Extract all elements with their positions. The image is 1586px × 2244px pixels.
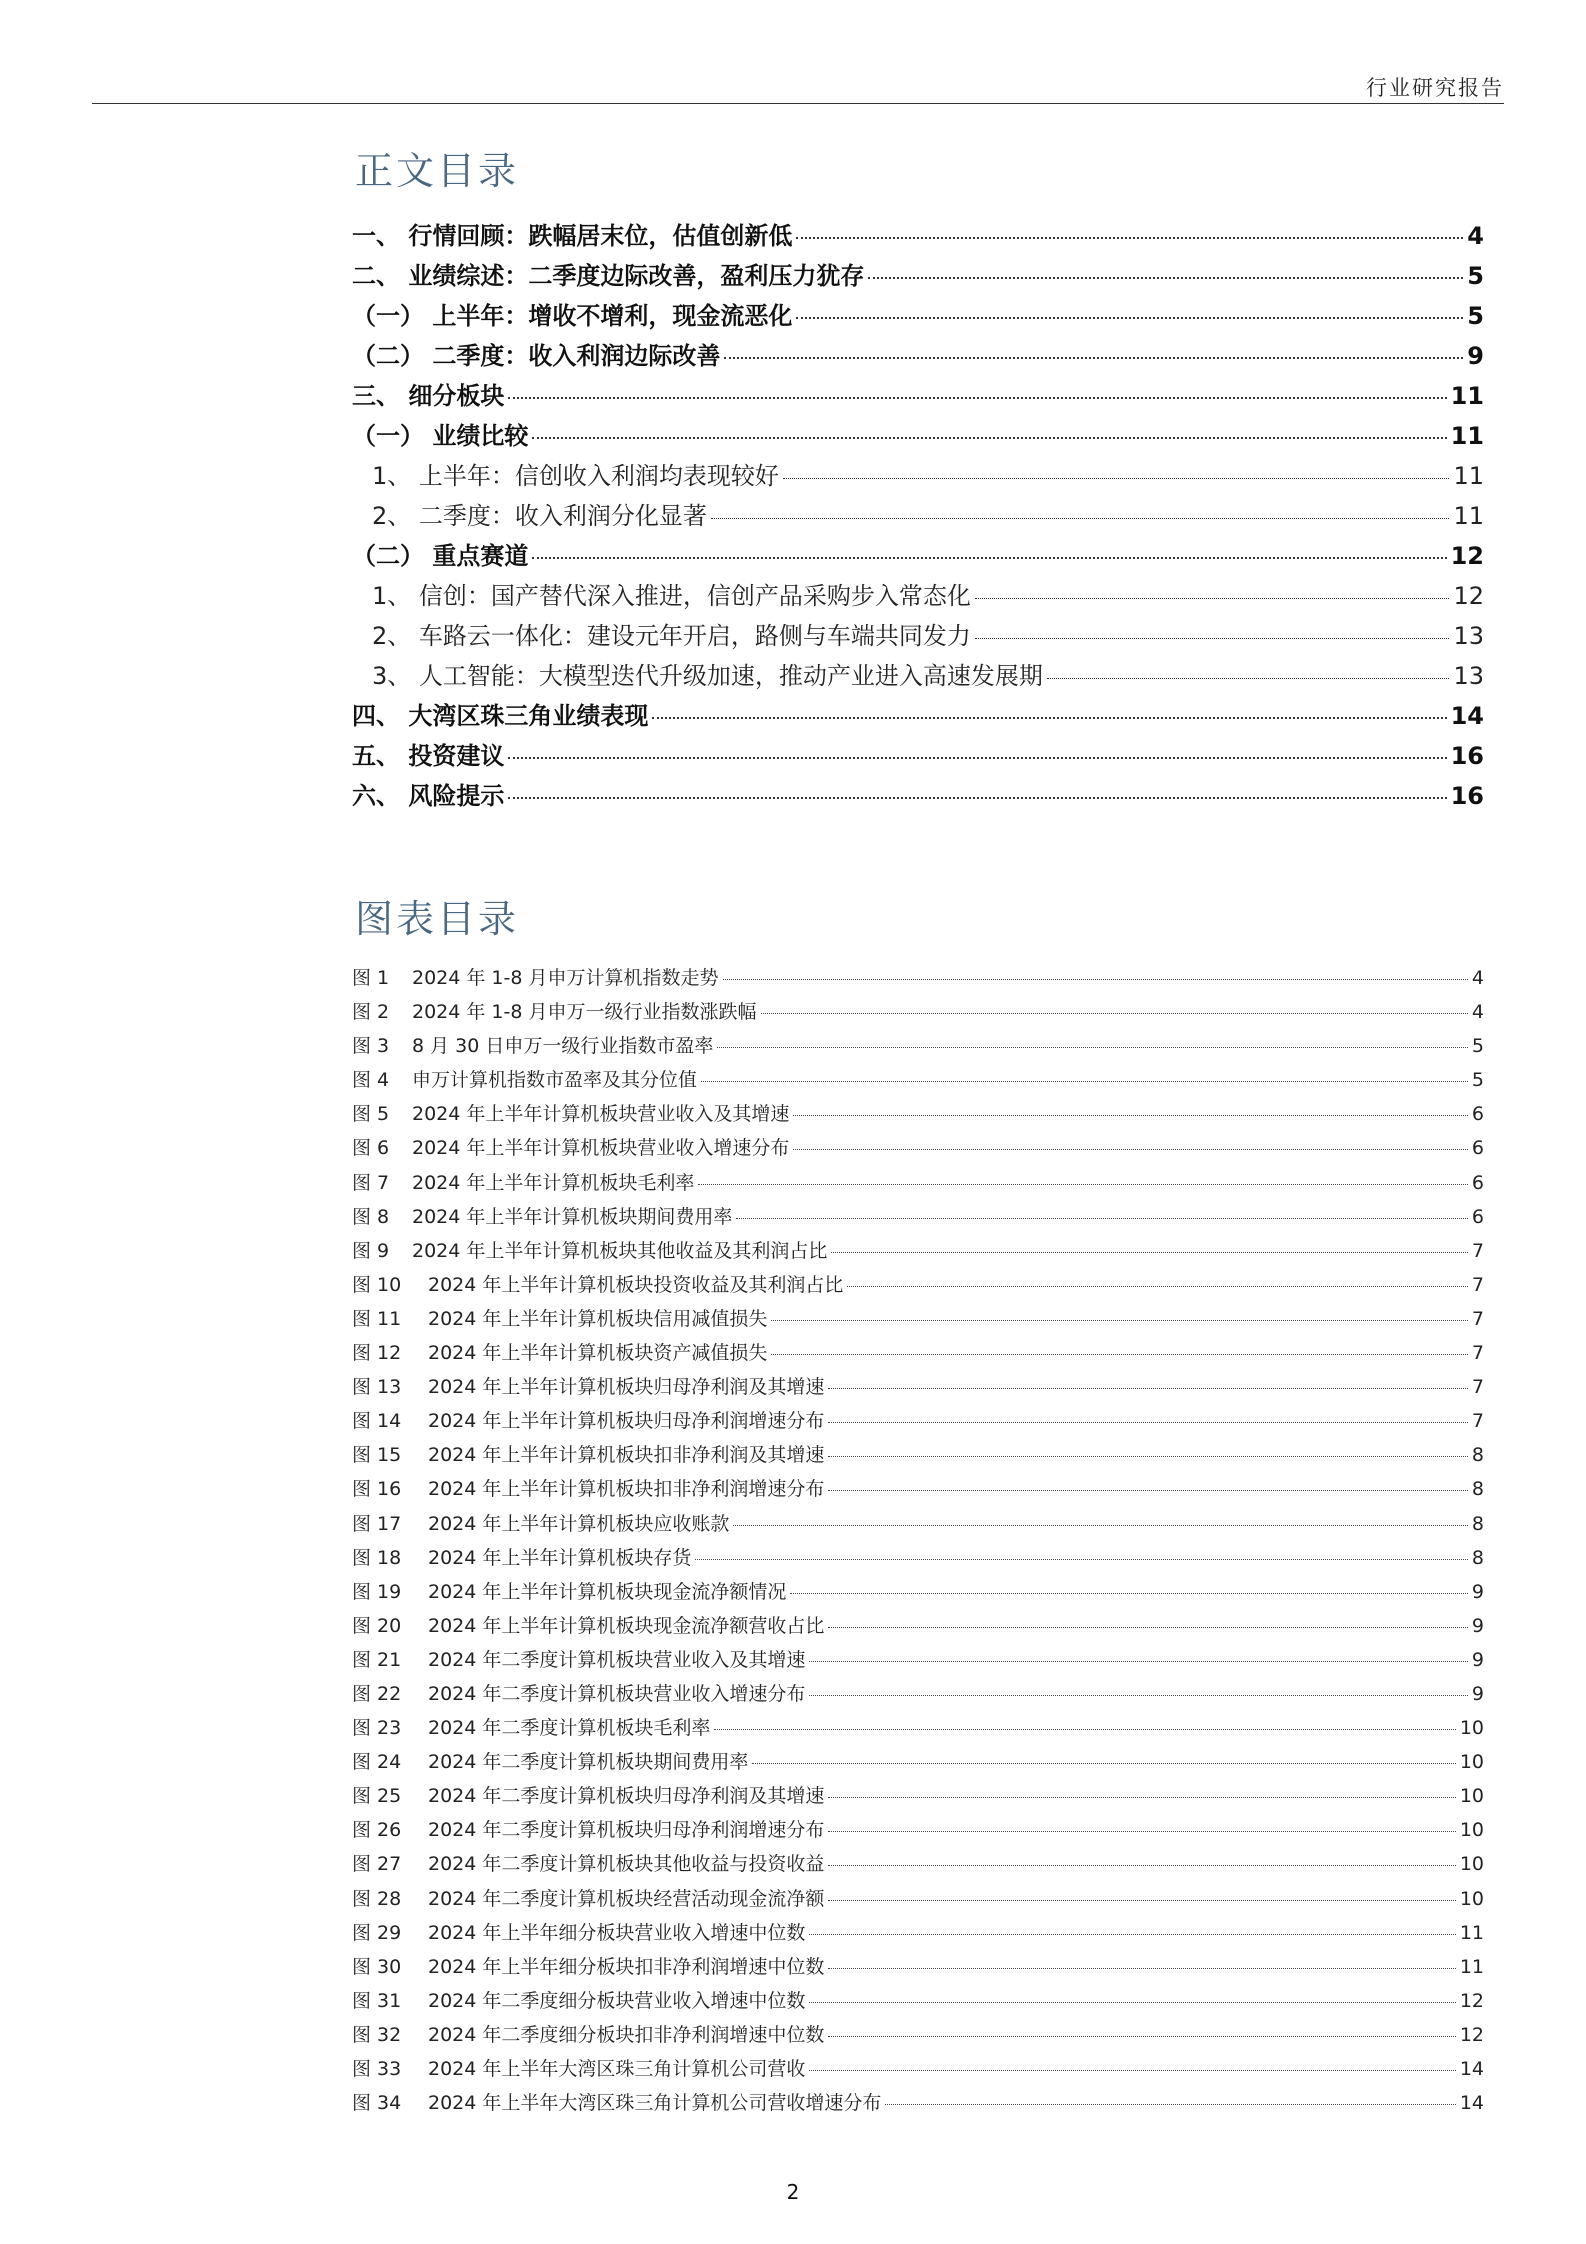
- toc-entry-label: [352, 1202, 732, 1229]
- figure-number: 图 22: [352, 1682, 402, 1705]
- toc-page-number: 6: [1471, 1205, 1484, 1228]
- toc-entry-label: 一、 行情回顾：跌幅居末位，估值创新低: [352, 222, 793, 250]
- figure-toc-entry[interactable]: [352, 1918, 1484, 1952]
- toc-page-number: 13: [1453, 622, 1484, 650]
- toc-page-number: 5: [1467, 262, 1484, 290]
- figure-caption: 2024 年二季度计算机板块经营活动现金流净额: [428, 1887, 825, 1910]
- figure-toc-title: 图表目录: [355, 897, 520, 941]
- dot-leader: [761, 1013, 1468, 1014]
- toc-page-number: 12: [1450, 542, 1484, 570]
- figure-number: 图 32: [352, 2023, 402, 2046]
- dot-leader: [695, 1559, 1468, 1560]
- figure-toc-entry[interactable]: [352, 1713, 1484, 1747]
- figure-caption: 2024 年上半年计算机板块现金流净额情况: [428, 1580, 787, 1603]
- toc-entry-label: 2、 二季度：收入利润分化显著: [372, 502, 707, 530]
- toc-entry-label: [352, 1236, 827, 1263]
- toc-page-number: 9: [1471, 1682, 1484, 1705]
- figure-toc-entry[interactable]: [352, 1986, 1484, 2020]
- toc-entry-label: [352, 1543, 691, 1570]
- figure-caption: 2024 年上半年计算机板块营业收入及其增速: [412, 1103, 790, 1126]
- toc-entry-label: 1、 信创：国产替代深入推进，信创产品采购步入常态化: [372, 582, 971, 610]
- dot-leader: [508, 397, 1446, 399]
- toc-entry[interactable]: [352, 696, 1484, 736]
- toc-entry-label: 五、 投资建议: [352, 742, 505, 770]
- figure-caption: 2024 年二季度细分板块营业收入增速中位数: [428, 1989, 806, 2012]
- figure-toc-entry[interactable]: [352, 1815, 1484, 1849]
- toc-entry-label: [352, 1338, 767, 1365]
- dot-leader: [809, 1695, 1468, 1696]
- figure-toc-entry[interactable]: [352, 1168, 1484, 1202]
- figure-toc-entry[interactable]: [352, 1509, 1484, 1543]
- toc-page-number: 9: [1471, 1648, 1484, 1671]
- figure-number: 图 14: [352, 1410, 402, 1433]
- toc-entry-label: [352, 1849, 824, 1876]
- figure-toc-entry[interactable]: [352, 1406, 1484, 1440]
- toc-entry[interactable]: [352, 736, 1484, 776]
- figure-number: 图 29: [352, 1921, 402, 1944]
- figure-toc-entry[interactable]: [352, 2020, 1484, 2054]
- figure-toc-entry[interactable]: [352, 1781, 1484, 1815]
- toc-page-number: 5: [1467, 302, 1484, 330]
- toc-page-number: 10: [1459, 1853, 1484, 1876]
- dot-leader: [828, 1388, 1468, 1389]
- toc-entry-label: [352, 1440, 824, 1467]
- toc-page-number: 11: [1450, 382, 1484, 410]
- figure-number: 图 13: [352, 1376, 402, 1399]
- toc-entry-label: [352, 1679, 805, 1706]
- figure-number: 图 3: [352, 1035, 390, 1058]
- toc-page-number: 12: [1459, 1989, 1484, 2012]
- figure-caption: 2024 年上半年计算机板块扣非净利润及其增速: [428, 1444, 825, 1467]
- dot-leader: [828, 1831, 1455, 1832]
- figure-number: 图 16: [352, 1478, 402, 1501]
- toc-entry[interactable]: [352, 576, 1484, 616]
- dot-leader: [1047, 678, 1450, 679]
- toc-page-number: 7: [1471, 1410, 1484, 1433]
- figure-number: 图 19: [352, 1580, 402, 1603]
- toc-entry-label: [352, 1474, 824, 1501]
- dot-leader: [508, 757, 1446, 759]
- figure-caption: 2024 年二季度计算机板块毛利率: [428, 1717, 711, 1740]
- figure-number: 图 11: [352, 1307, 402, 1330]
- toc-entry-label: （二） 二季度：收入利润边际改善: [352, 342, 721, 370]
- dot-leader: [809, 2070, 1455, 2071]
- dot-leader: [796, 237, 1463, 239]
- toc-entry-label: [352, 997, 757, 1024]
- toc-page-number: 4: [1471, 967, 1484, 989]
- figure-number: 图 2: [352, 1001, 390, 1024]
- dot-leader: [828, 1797, 1455, 1798]
- figure-toc-entry[interactable]: [352, 1645, 1484, 1679]
- toc-entry[interactable]: [352, 536, 1484, 576]
- toc-page-number: 11: [1459, 1921, 1484, 1944]
- figure-number: 图 27: [352, 1853, 402, 1876]
- figure-caption: 2024 年上半年计算机板块应收账款: [428, 1512, 730, 1535]
- figure-caption: 2024 年上半年计算机板块投资收益及其利润占比: [428, 1273, 844, 1296]
- toc-entry[interactable]: [352, 776, 1484, 816]
- dot-leader: [701, 1081, 1468, 1082]
- toc-entry-label: [352, 1304, 767, 1331]
- dot-leader: [771, 1320, 1468, 1321]
- toc-page-number: 6: [1471, 1137, 1484, 1160]
- figure-caption: 2024 年二季度计算机板块营业收入增速分布: [428, 1682, 806, 1705]
- figure-number: 图 18: [352, 1546, 402, 1569]
- figure-toc-entry[interactable]: [352, 2088, 1484, 2122]
- toc-entry-label: [352, 1372, 824, 1399]
- figure-number: 图 5: [352, 1103, 390, 1126]
- toc-entry[interactable]: [352, 656, 1484, 696]
- figure-caption: 2024 年二季度计算机板块其他收益与投资收益: [428, 1853, 825, 1876]
- figure-toc-entry[interactable]: [352, 1270, 1484, 1304]
- toc-entry-label: [352, 1270, 843, 1297]
- toc-entry-label: [352, 1577, 786, 1604]
- figure-caption: 2024 年上半年计算机板块现金流净额营收占比: [428, 1614, 825, 1637]
- toc-entry-label: （一） 业绩比较: [352, 422, 529, 450]
- figure-toc-entry[interactable]: [352, 1099, 1484, 1133]
- figure-caption: 2024 年上半年细分板块扣非净利润增速中位数: [428, 1955, 825, 1978]
- main-toc-title: 正文目录: [355, 149, 520, 193]
- figure-caption: 2024 年上半年大湾区珠三角计算机公司营收增速分布: [428, 2092, 882, 2115]
- toc-page-number: 8: [1471, 1478, 1484, 1501]
- dot-leader: [796, 317, 1463, 319]
- figure-caption: 2024 年上半年计算机板块归母净利润增速分布: [428, 1410, 825, 1433]
- figure-toc-list: [352, 963, 1484, 2122]
- toc-page-number: 13: [1453, 662, 1484, 690]
- dot-leader: [868, 277, 1463, 279]
- dot-leader: [508, 797, 1446, 799]
- figure-caption: 8 月 30 日申万一级行业指数市盈率: [412, 1035, 714, 1058]
- toc-entry-label: [352, 1815, 824, 1842]
- toc-page-number: 7: [1471, 1239, 1484, 1262]
- toc-entry-label: [352, 1509, 729, 1536]
- figure-caption: 2024 年 1-8 月申万一级行业指数涨跌幅: [412, 1001, 757, 1024]
- dot-leader: [783, 478, 1450, 479]
- figure-number: 图 30: [352, 1955, 402, 1978]
- toc-page-number: 10: [1459, 1819, 1484, 1842]
- toc-entry-label: 3、 人工智能：大模型迭代升级加速，推动产业进入高速发展期: [372, 662, 1043, 690]
- figure-number: 图 15: [352, 1444, 402, 1467]
- figure-caption: 2024 年上半年大湾区珠三角计算机公司营收: [428, 2058, 806, 2080]
- figure-toc-entry[interactable]: [352, 1849, 1484, 1883]
- figure-toc-entry[interactable]: [352, 1952, 1484, 1986]
- toc-page-number: 8: [1471, 1512, 1484, 1535]
- dot-leader: [828, 1968, 1455, 1969]
- figure-toc-entry[interactable]: [352, 1133, 1484, 1167]
- toc-entry-label: 1、 上半年：信创收入利润均表现较好: [372, 462, 779, 490]
- toc-entry-label: [352, 1099, 789, 1126]
- dot-leader: [790, 1593, 1468, 1594]
- figure-caption: 2024 年二季度计算机板块期间费用率: [428, 1751, 749, 1774]
- toc-page-number: 9: [1467, 342, 1484, 370]
- figure-toc-entry[interactable]: [352, 1747, 1484, 1781]
- figure-number: 图 12: [352, 1342, 402, 1365]
- figure-number: 图 23: [352, 1717, 402, 1740]
- toc-entry-label: [352, 2020, 824, 2047]
- figure-caption: 2024 年上半年计算机板块扣非净利润增速分布: [428, 1478, 825, 1501]
- figure-number: 图 1: [352, 967, 390, 989]
- figure-toc-entry[interactable]: [352, 1202, 1484, 1236]
- toc-entry-label: [352, 1747, 748, 1774]
- figure-caption: 2024 年上半年计算机板块资产减值损失: [428, 1342, 768, 1365]
- toc-entry-label: [352, 2054, 805, 2081]
- figure-toc-entry[interactable]: [352, 1338, 1484, 1372]
- toc-page-number: 7: [1471, 1273, 1484, 1296]
- figure-number: 图 34: [352, 2092, 402, 2115]
- toc-entry-label: [352, 1645, 805, 1672]
- figure-toc-entry[interactable]: [352, 1065, 1484, 1099]
- figure-number: 图 24: [352, 1751, 402, 1774]
- figure-caption: 2024 年二季度细分板块扣非净利润增速中位数: [428, 2023, 825, 2046]
- figure-caption: 2024 年上半年计算机板块其他收益及其利润占比: [412, 1239, 828, 1262]
- toc-page-number: 5: [1471, 1035, 1484, 1058]
- dot-leader: [809, 1661, 1468, 1662]
- toc-page-number: 12: [1459, 2023, 1484, 2046]
- figure-toc-entry[interactable]: [352, 1474, 1484, 1508]
- figure-caption: 2024 年二季度计算机板块归母净利润及其增速: [428, 1785, 825, 1808]
- dot-leader: [831, 1252, 1468, 1253]
- toc-page-number: 8: [1471, 1546, 1484, 1569]
- figure-number: 图 9: [352, 1239, 390, 1262]
- toc-entry-label: [352, 1918, 805, 1945]
- figure-toc-entry[interactable]: [352, 1543, 1484, 1577]
- toc-entry-label: [352, 963, 719, 990]
- dot-leader: [975, 598, 1450, 599]
- toc-page-number: 11: [1459, 1955, 1484, 1978]
- dot-leader: [828, 1456, 1468, 1457]
- toc-entry-label: [352, 1986, 805, 2013]
- dot-leader: [847, 1286, 1468, 1287]
- toc-page-number: 11: [1453, 462, 1484, 490]
- figure-number: 图 8: [352, 1205, 390, 1228]
- toc-page-number: 7: [1471, 1342, 1484, 1365]
- toc-entry-label: [352, 1713, 710, 1740]
- figure-caption: 2024 年上半年计算机板块归母净利润及其增速: [428, 1376, 825, 1399]
- toc-entry-label: 六、 风险提示: [352, 782, 505, 810]
- toc-entry[interactable]: [352, 456, 1484, 496]
- toc-entry[interactable]: [352, 296, 1484, 336]
- main-toc-list: [352, 216, 1484, 816]
- dot-leader: [723, 979, 1468, 980]
- dot-leader: [885, 2104, 1455, 2105]
- header-divider: [92, 103, 1504, 104]
- toc-entry[interactable]: [352, 376, 1484, 416]
- toc-page-number: 12: [1453, 582, 1484, 610]
- toc-entry-label: [352, 1952, 824, 1979]
- figure-number: 图 31: [352, 1989, 402, 2012]
- dot-leader: [828, 1422, 1468, 1423]
- dot-leader: [752, 1763, 1455, 1764]
- toc-page-number: 5: [1471, 1069, 1484, 1092]
- report-type-label: 行业研究报告: [1366, 76, 1504, 100]
- figure-caption: 2024 年二季度计算机板块归母净利润增速分布: [428, 1819, 825, 1842]
- toc-entry-label: 二、 业绩综述：二季度边际改善，盈利压力犹存: [352, 262, 865, 290]
- figure-number: 图 4: [352, 1069, 390, 1092]
- figure-number: 图 10: [352, 1273, 402, 1296]
- figure-toc-entry[interactable]: [352, 2054, 1484, 2088]
- toc-page-number: 4: [1467, 222, 1484, 250]
- figure-caption: 申万计算机指数市盈率及其分位值: [412, 1069, 698, 1092]
- toc-entry-label: [352, 1065, 697, 1092]
- dot-leader: [532, 437, 1446, 439]
- figure-toc-entry[interactable]: [352, 1884, 1484, 1918]
- figure-caption: 2024 年上半年计算机板块毛利率: [412, 1171, 695, 1194]
- toc-entry[interactable]: [352, 216, 1484, 256]
- dot-leader: [809, 1934, 1455, 1935]
- toc-entry[interactable]: [352, 496, 1484, 536]
- figure-number: 图 20: [352, 1614, 402, 1637]
- toc-page-number: 14: [1450, 702, 1484, 730]
- figure-number: 图 21: [352, 1648, 402, 1671]
- figure-toc-entry[interactable]: [352, 1236, 1484, 1270]
- figure-caption: 2024 年上半年计算机板块存货: [428, 1546, 692, 1569]
- figure-caption: 2024 年上半年计算机板块信用减值损失: [428, 1307, 768, 1330]
- toc-entry-label: （一） 上半年：增收不增利，现金流恶化: [352, 302, 793, 330]
- toc-page-number: 16: [1450, 742, 1484, 770]
- figure-toc-entry[interactable]: [352, 1577, 1484, 1611]
- figure-caption: 2024 年 1-8 月申万计算机指数走势: [412, 967, 719, 989]
- toc-entry-label: 2、 车路云一体化：建设元年开启，路侧与车端共同发力: [372, 622, 971, 650]
- figure-number: 图 7: [352, 1171, 390, 1194]
- figure-caption: 2024 年二季度计算机板块营业收入及其增速: [428, 1648, 806, 1671]
- figure-caption: 2024 年上半年细分板块营业收入增速中位数: [428, 1921, 806, 1944]
- figure-number: 图 17: [352, 1512, 402, 1535]
- toc-entry-label: 四、 大湾区珠三角业绩表现: [352, 702, 649, 730]
- figure-toc-entry[interactable]: [352, 1372, 1484, 1406]
- dot-leader: [771, 1354, 1468, 1355]
- toc-page-number: 14: [1459, 2058, 1484, 2080]
- toc-page-number: 10: [1459, 1887, 1484, 1910]
- figure-toc-entry[interactable]: [352, 963, 1484, 997]
- toc-entry[interactable]: [352, 256, 1484, 296]
- dot-leader: [975, 638, 1450, 639]
- toc-page-number: 8: [1471, 1444, 1484, 1467]
- page-number: 2: [786, 2180, 800, 2204]
- toc-page-number: 14: [1459, 2092, 1484, 2115]
- toc-page-number: 10: [1459, 1717, 1484, 1740]
- toc-entry-label: [352, 1133, 789, 1160]
- toc-entry[interactable]: [352, 416, 1484, 456]
- dot-leader: [793, 1149, 1468, 1150]
- toc-page-number: 11: [1453, 502, 1484, 530]
- toc-entry-label: [352, 2088, 881, 2115]
- dot-leader: [809, 2002, 1455, 2003]
- figure-toc-entry[interactable]: [352, 1611, 1484, 1645]
- figure-toc-entry[interactable]: [352, 1031, 1484, 1065]
- dot-leader: [828, 1900, 1455, 1901]
- toc-page-number: 10: [1459, 1751, 1484, 1774]
- toc-entry-label: [352, 1406, 824, 1433]
- figure-number: 图 33: [352, 2058, 402, 2080]
- toc-entry[interactable]: [352, 336, 1484, 376]
- figure-number: 图 25: [352, 1785, 402, 1808]
- toc-page-number: 9: [1471, 1614, 1484, 1637]
- figure-toc-entry[interactable]: [352, 1440, 1484, 1474]
- dot-leader: [724, 357, 1463, 359]
- figure-number: 图 6: [352, 1137, 390, 1160]
- dot-leader: [532, 557, 1446, 559]
- toc-page-number: 7: [1471, 1376, 1484, 1399]
- figure-number: 图 28: [352, 1887, 402, 1910]
- dot-leader: [711, 518, 1450, 519]
- dot-leader: [717, 1047, 1468, 1048]
- dot-leader: [698, 1184, 1468, 1185]
- dot-leader: [714, 1729, 1455, 1730]
- toc-page-number: 10: [1459, 1785, 1484, 1808]
- figure-toc-entry[interactable]: [352, 997, 1484, 1031]
- toc-entry-label: [352, 1611, 824, 1638]
- toc-page-number: 6: [1471, 1103, 1484, 1126]
- figure-caption: 2024 年上半年计算机板块期间费用率: [412, 1205, 733, 1228]
- figure-number: 图 26: [352, 1819, 402, 1842]
- dot-leader: [736, 1218, 1468, 1219]
- dot-leader: [828, 2036, 1455, 2037]
- toc-page-number: 11: [1450, 422, 1484, 450]
- toc-page-number: 16: [1450, 782, 1484, 810]
- toc-page-number: 9: [1471, 1580, 1484, 1603]
- toc-entry-label: [352, 1168, 694, 1195]
- dot-leader: [733, 1525, 1468, 1526]
- figure-toc-entry[interactable]: [352, 1679, 1484, 1713]
- toc-page-number: 4: [1471, 1001, 1484, 1024]
- dot-leader: [652, 717, 1446, 719]
- toc-page-number: 6: [1471, 1171, 1484, 1194]
- figure-toc-entry[interactable]: [352, 1304, 1484, 1338]
- dot-leader: [828, 1865, 1455, 1866]
- toc-entry[interactable]: [352, 616, 1484, 656]
- toc-entry-label: （二） 重点赛道: [352, 542, 529, 570]
- figure-caption: 2024 年上半年计算机板块营业收入增速分布: [412, 1137, 790, 1160]
- dot-leader: [828, 1490, 1468, 1491]
- dot-leader: [828, 1627, 1468, 1628]
- toc-entry-label: [352, 1781, 824, 1808]
- toc-entry-label: 三、 细分板块: [352, 382, 505, 410]
- toc-entry-label: [352, 1884, 824, 1911]
- toc-entry-label: [352, 1031, 713, 1058]
- toc-page-number: 7: [1471, 1307, 1484, 1330]
- dot-leader: [793, 1115, 1468, 1116]
